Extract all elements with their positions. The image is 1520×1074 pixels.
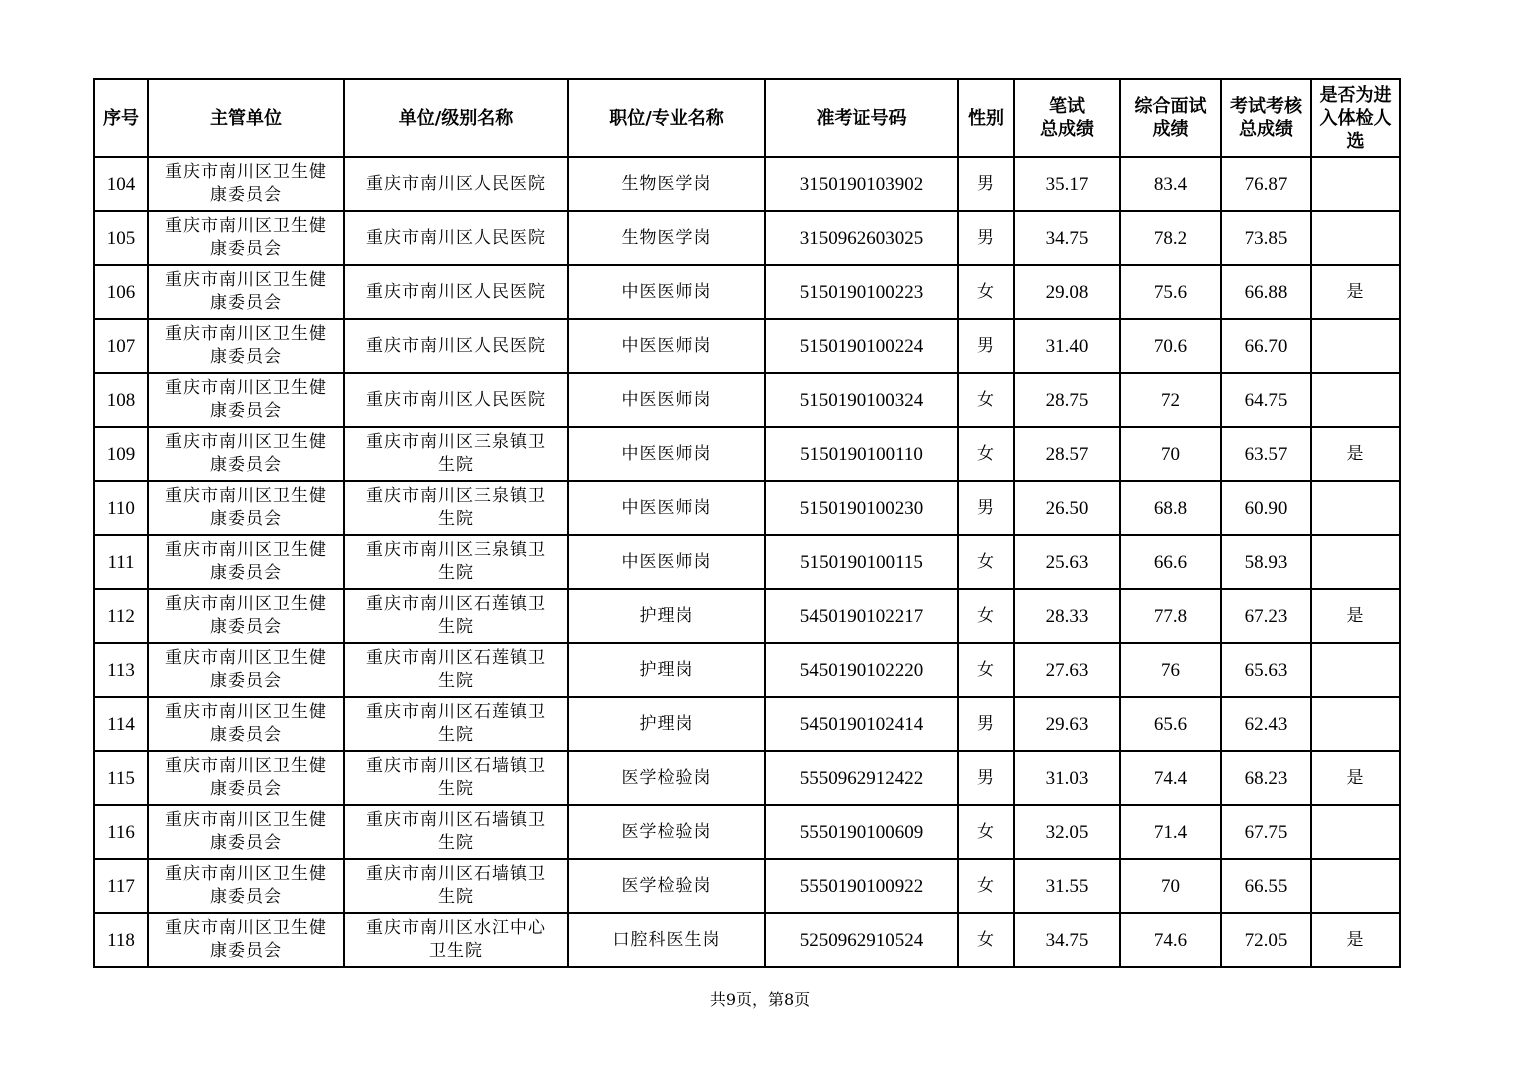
unit-name-cell (344, 481, 568, 535)
total-score-cell: 72.05 (1221, 913, 1311, 967)
position-cell: 生物医学岗 (568, 157, 765, 211)
cell-line: 康委员会 (210, 185, 282, 205)
admission-ticket-cell: 3150962603025 (765, 211, 958, 265)
cell-line: 生院 (438, 671, 474, 691)
table-row (94, 805, 1400, 859)
position-cell: 医学检验岗 (568, 805, 765, 859)
cell-line: 重庆市南川区卫生健 (165, 756, 327, 776)
gender-cell: 男 (958, 481, 1014, 535)
cell-line: 卫生院 (429, 941, 483, 961)
header-cell (1221, 79, 1311, 157)
written-score-cell: 34.75 (1014, 211, 1120, 265)
header-label: 成绩 (1152, 119, 1189, 140)
cell-line: 康委员会 (210, 887, 282, 907)
position-cell: 口腔科医生岗 (568, 913, 765, 967)
cell-line: 重庆市南川区石莲镇卫 (366, 702, 546, 722)
interview-score-cell: 70 (1120, 859, 1221, 913)
admission-ticket-cell: 5450190102220 (765, 643, 958, 697)
cell-line: 重庆市南川区卫生健 (165, 162, 327, 182)
table-row (94, 751, 1400, 805)
gender-cell: 男 (958, 211, 1014, 265)
cell-line: 重庆市南川区水江中心 (366, 918, 546, 938)
header-label: 职位/专业名称 (609, 107, 724, 129)
written-score-cell: 27.63 (1014, 643, 1120, 697)
position-cell: 护理岗 (568, 589, 765, 643)
interview-score-cell: 76 (1120, 643, 1221, 697)
position-cell: 中医医师岗 (568, 265, 765, 319)
admission-ticket-cell: 5450190102414 (765, 697, 958, 751)
cell-line: 生院 (438, 617, 474, 637)
gender-cell: 女 (958, 265, 1014, 319)
unit-name-cell (344, 373, 568, 427)
cell-line: 重庆市南川区人民医院 (366, 281, 546, 302)
cell-line: 重庆市南川区卫生健 (165, 486, 327, 506)
total-score-cell: 64.75 (1221, 373, 1311, 427)
table-row (94, 265, 1400, 319)
results-table (93, 78, 1401, 968)
interview-score-cell: 75.6 (1120, 265, 1221, 319)
gender-cell: 女 (958, 643, 1014, 697)
admission-ticket-cell: 5550962912422 (765, 751, 958, 805)
cell-line: 康委员会 (210, 239, 282, 259)
position-cell: 中医医师岗 (568, 373, 765, 427)
position-cell: 医学检验岗 (568, 859, 765, 913)
header-label: 入体检人 (1319, 107, 1392, 129)
unit-name-cell (344, 643, 568, 697)
header-label: 主管单位 (210, 107, 282, 129)
written-score-cell: 28.75 (1014, 373, 1120, 427)
department-cell (148, 913, 344, 967)
cell-line: 康委员会 (210, 347, 282, 367)
unit-name-cell (344, 913, 568, 967)
cell-line: 重庆市南川区卫生健 (165, 702, 327, 722)
header-cell (94, 79, 148, 157)
interview-score-cell: 66.6 (1120, 535, 1221, 589)
cell-line: 重庆市南川区三泉镇卫 (366, 540, 546, 560)
total-score-cell: 60.90 (1221, 481, 1311, 535)
department-cell (148, 751, 344, 805)
cell-line: 康委员会 (210, 725, 282, 745)
written-score-cell: 32.05 (1014, 805, 1120, 859)
header-label: 笔试 (1049, 96, 1085, 117)
serial-number-cell: 112 (94, 589, 148, 643)
department-cell (148, 859, 344, 913)
interview-score-cell: 70 (1120, 427, 1221, 481)
cell-line: 康委员会 (210, 941, 282, 961)
cell-line: 重庆市南川区石墙镇卫 (366, 810, 546, 830)
cell-line: 重庆市南川区石墙镇卫 (366, 756, 546, 776)
department-cell (148, 535, 344, 589)
header-cell (568, 79, 765, 157)
unit-name-cell (344, 697, 568, 751)
cell-line: 重庆市南川区三泉镇卫 (366, 432, 546, 452)
admission-ticket-cell: 5450190102217 (765, 589, 958, 643)
selected-cell (1311, 319, 1400, 373)
serial-number-cell: 114 (94, 697, 148, 751)
admission-ticket-cell: 5150190100224 (765, 319, 958, 373)
cell-line: 康委员会 (210, 671, 282, 691)
selected-cell (1311, 805, 1400, 859)
page-footer: 共9页，第8页 (709, 990, 811, 1009)
cell-line: 重庆市南川区石墙镇卫 (366, 864, 546, 884)
gender-cell: 男 (958, 319, 1014, 373)
total-score-cell: 63.57 (1221, 427, 1311, 481)
selected-cell (1311, 157, 1400, 211)
serial-number-cell: 104 (94, 157, 148, 211)
serial-number-cell: 116 (94, 805, 148, 859)
unit-name-cell (344, 265, 568, 319)
selected-cell: 是 (1311, 589, 1400, 643)
interview-score-cell: 83.4 (1120, 157, 1221, 211)
cell-line: 重庆市南川区卫生健 (165, 594, 327, 614)
written-score-cell: 28.33 (1014, 589, 1120, 643)
cell-line: 重庆市南川区卫生健 (165, 324, 327, 344)
cell-line: 生院 (438, 455, 474, 475)
header-label: 准考证号码 (816, 107, 907, 129)
serial-number-cell: 107 (94, 319, 148, 373)
header-label: 选 (1346, 130, 1365, 152)
cell-line: 重庆市南川区卫生健 (165, 216, 327, 236)
admission-ticket-cell: 5150190100110 (765, 427, 958, 481)
total-score-cell: 67.23 (1221, 589, 1311, 643)
gender-cell: 女 (958, 805, 1014, 859)
table-row (94, 481, 1400, 535)
cell-line: 重庆市南川区石莲镇卫 (366, 594, 546, 614)
admission-ticket-cell: 5150190100230 (765, 481, 958, 535)
admission-ticket-cell: 5250962910524 (765, 913, 958, 967)
unit-name-cell (344, 535, 568, 589)
cell-line: 重庆市南川区人民医院 (366, 227, 546, 248)
header-label: 是否为进 (1319, 84, 1392, 106)
total-score-cell: 68.23 (1221, 751, 1311, 805)
admission-ticket-cell: 5150190100324 (765, 373, 958, 427)
table-row (94, 157, 1400, 211)
cell-line: 重庆市南川区人民医院 (366, 173, 546, 194)
cell-line: 重庆市南川区卫生健 (165, 540, 327, 560)
gender-cell: 女 (958, 535, 1014, 589)
serial-number-cell: 109 (94, 427, 148, 481)
serial-number-cell: 106 (94, 265, 148, 319)
interview-score-cell: 70.6 (1120, 319, 1221, 373)
position-cell: 中医医师岗 (568, 319, 765, 373)
serial-number-cell: 110 (94, 481, 148, 535)
admission-ticket-cell: 5550190100922 (765, 859, 958, 913)
table-row (94, 427, 1400, 481)
cell-line: 重庆市南川区卫生健 (165, 810, 327, 830)
cell-line: 生院 (438, 833, 474, 853)
header-cell (765, 79, 958, 157)
department-cell (148, 373, 344, 427)
header-cell (958, 79, 1014, 157)
position-cell: 中医医师岗 (568, 535, 765, 589)
admission-ticket-cell: 3150190103902 (765, 157, 958, 211)
written-score-cell: 34.75 (1014, 913, 1120, 967)
department-cell (148, 697, 344, 751)
unit-name-cell (344, 319, 568, 373)
selected-cell (1311, 481, 1400, 535)
header-label: 性别 (968, 107, 1004, 129)
admission-ticket-cell: 5550190100609 (765, 805, 958, 859)
interview-score-cell: 71.4 (1120, 805, 1221, 859)
position-cell: 生物医学岗 (568, 211, 765, 265)
cell-line: 康委员会 (210, 455, 282, 475)
gender-cell: 女 (958, 589, 1014, 643)
gender-cell: 男 (958, 157, 1014, 211)
total-score-cell: 66.88 (1221, 265, 1311, 319)
cell-line: 重庆市南川区人民医院 (366, 335, 546, 356)
table-row (94, 643, 1400, 697)
cell-line: 康委员会 (210, 563, 282, 583)
written-score-cell: 35.17 (1014, 157, 1120, 211)
total-score-cell: 66.70 (1221, 319, 1311, 373)
serial-number-cell: 105 (94, 211, 148, 265)
selected-cell: 是 (1311, 427, 1400, 481)
gender-cell: 男 (958, 751, 1014, 805)
unit-name-cell (344, 751, 568, 805)
selected-cell: 是 (1311, 751, 1400, 805)
total-score-cell: 62.43 (1221, 697, 1311, 751)
cell-line: 生院 (438, 887, 474, 907)
written-score-cell: 28.57 (1014, 427, 1120, 481)
interview-score-cell: 74.4 (1120, 751, 1221, 805)
unit-name-cell (344, 589, 568, 643)
table-row (94, 211, 1400, 265)
written-score-cell: 26.50 (1014, 481, 1120, 535)
admission-ticket-cell: 5150190100223 (765, 265, 958, 319)
selected-cell (1311, 373, 1400, 427)
interview-score-cell: 78.2 (1120, 211, 1221, 265)
interview-score-cell: 77.8 (1120, 589, 1221, 643)
selected-cell (1311, 697, 1400, 751)
header-label: 考试考核 (1230, 96, 1302, 117)
department-cell (148, 805, 344, 859)
gender-cell: 女 (958, 373, 1014, 427)
serial-number-cell: 108 (94, 373, 148, 427)
header-cell (1120, 79, 1221, 157)
department-cell (148, 157, 344, 211)
position-cell: 中医医师岗 (568, 427, 765, 481)
admission-ticket-cell: 5150190100115 (765, 535, 958, 589)
department-cell (148, 211, 344, 265)
cell-line: 重庆市南川区卫生健 (165, 378, 327, 398)
department-cell (148, 643, 344, 697)
written-score-cell: 31.03 (1014, 751, 1120, 805)
cell-line: 重庆市南川区卫生健 (165, 918, 327, 938)
unit-name-cell (344, 805, 568, 859)
department-cell (148, 319, 344, 373)
gender-cell: 女 (958, 427, 1014, 481)
position-cell: 护理岗 (568, 697, 765, 751)
serial-number-cell: 115 (94, 751, 148, 805)
header-cell (344, 79, 568, 157)
cell-line: 重庆市南川区卫生健 (165, 864, 327, 884)
cell-line: 康委员会 (210, 779, 282, 799)
header-label: 综合面试 (1134, 96, 1207, 117)
total-score-cell: 65.63 (1221, 643, 1311, 697)
header-row (94, 79, 1400, 157)
written-score-cell: 31.40 (1014, 319, 1120, 373)
selected-cell: 是 (1311, 913, 1400, 967)
cell-line: 生院 (438, 563, 474, 583)
selected-cell (1311, 535, 1400, 589)
total-score-cell: 76.87 (1221, 157, 1311, 211)
unit-name-cell (344, 211, 568, 265)
cell-line: 重庆市南川区石莲镇卫 (366, 648, 546, 668)
table-row (94, 319, 1400, 373)
department-cell (148, 481, 344, 535)
serial-number-cell: 113 (94, 643, 148, 697)
cell-line: 生院 (438, 725, 474, 745)
table-body (94, 157, 1400, 967)
unit-name-cell (344, 157, 568, 211)
position-cell: 中医医师岗 (568, 481, 765, 535)
gender-cell: 女 (958, 859, 1014, 913)
cell-line: 生院 (438, 509, 474, 529)
gender-cell: 女 (958, 913, 1014, 967)
header-label: 单位/级别名称 (398, 107, 514, 129)
total-score-cell: 67.75 (1221, 805, 1311, 859)
position-cell: 医学检验岗 (568, 751, 765, 805)
cell-line: 康委员会 (210, 509, 282, 529)
table-row (94, 589, 1400, 643)
serial-number-cell: 117 (94, 859, 148, 913)
gender-cell: 男 (958, 697, 1014, 751)
header-cell (1014, 79, 1120, 157)
department-cell (148, 265, 344, 319)
table-row (94, 697, 1400, 751)
cell-line: 生院 (438, 779, 474, 799)
header-label: 总成绩 (1239, 119, 1293, 140)
header-label: 总成绩 (1040, 119, 1094, 140)
unit-name-cell (344, 859, 568, 913)
total-score-cell: 73.85 (1221, 211, 1311, 265)
written-score-cell: 29.63 (1014, 697, 1120, 751)
serial-number-cell: 118 (94, 913, 148, 967)
table-row (94, 913, 1400, 967)
written-score-cell: 25.63 (1014, 535, 1120, 589)
header-label: 序号 (103, 107, 139, 129)
interview-score-cell: 65.6 (1120, 697, 1221, 751)
cell-line: 康委员会 (210, 293, 282, 313)
header-cell (1311, 79, 1400, 157)
selected-cell (1311, 211, 1400, 265)
cell-line: 重庆市南川区卫生健 (165, 648, 327, 668)
selected-cell: 是 (1311, 265, 1400, 319)
table-row (94, 859, 1400, 913)
table-row (94, 535, 1400, 589)
department-cell (148, 589, 344, 643)
selected-cell (1311, 859, 1400, 913)
header-cell (148, 79, 344, 157)
selected-cell (1311, 643, 1400, 697)
written-score-cell: 29.08 (1014, 265, 1120, 319)
total-score-cell: 58.93 (1221, 535, 1311, 589)
serial-number-cell: 111 (94, 535, 148, 589)
cell-line: 重庆市南川区卫生健 (165, 270, 327, 290)
position-cell: 护理岗 (568, 643, 765, 697)
cell-line: 重庆市南川区人民医院 (366, 389, 546, 410)
table-row (94, 373, 1400, 427)
cell-line: 康委员会 (210, 401, 282, 421)
cell-line: 康委员会 (210, 617, 282, 637)
cell-line: 康委员会 (210, 833, 282, 853)
unit-name-cell (344, 427, 568, 481)
written-score-cell: 31.55 (1014, 859, 1120, 913)
cell-line: 重庆市南川区三泉镇卫 (366, 486, 546, 506)
interview-score-cell: 74.6 (1120, 913, 1221, 967)
cell-line: 重庆市南川区卫生健 (165, 432, 327, 452)
total-score-cell: 66.55 (1221, 859, 1311, 913)
department-cell (148, 427, 344, 481)
interview-score-cell: 68.8 (1120, 481, 1221, 535)
interview-score-cell: 72 (1120, 373, 1221, 427)
